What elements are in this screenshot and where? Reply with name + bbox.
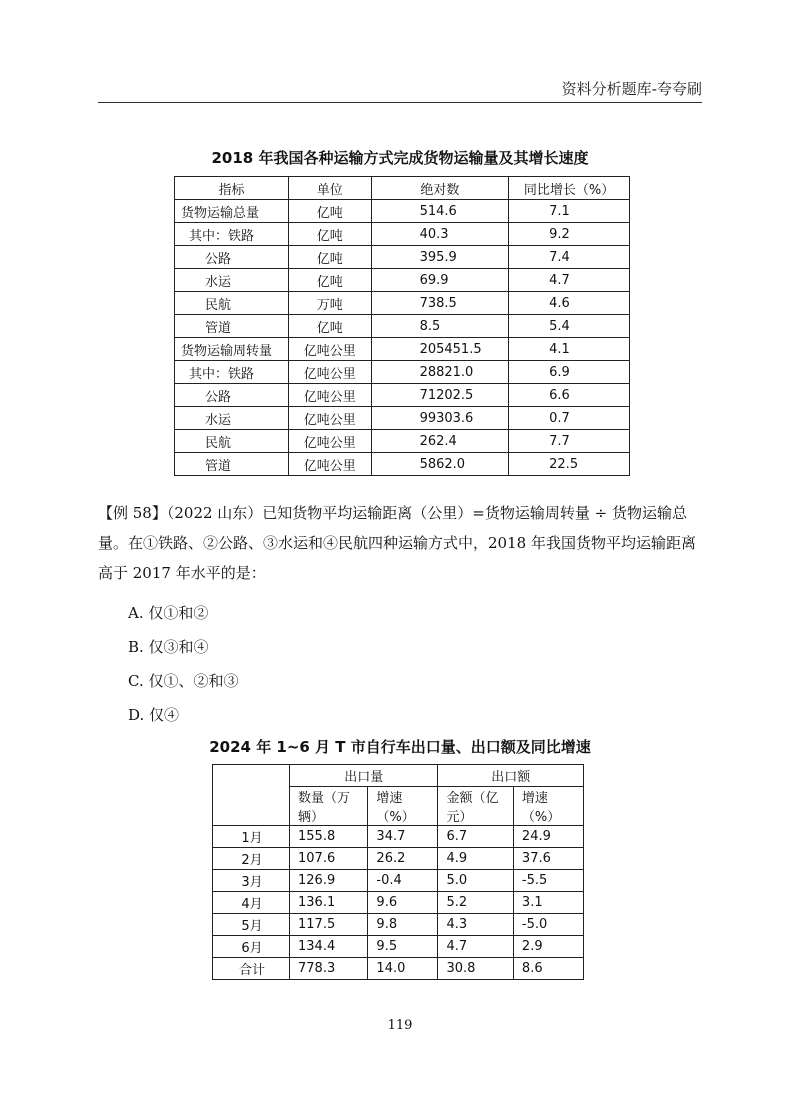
table2-cell: 5月 <box>213 914 290 936</box>
table2-cell: 8.6 <box>513 958 583 980</box>
table1-header-cell: 指标 <box>175 177 289 200</box>
table1-row <box>175 269 630 292</box>
table2-cell: -0.4 <box>368 870 438 892</box>
table1-cell: 其中：铁路 <box>175 223 289 246</box>
table1-cell: 4.6 <box>509 292 630 315</box>
table1-cell: 其中：铁路 <box>175 361 289 384</box>
table1-cell: 0.7 <box>509 407 630 430</box>
table1-cell: 6.6 <box>509 384 630 407</box>
table1-cell: 5.4 <box>509 315 630 338</box>
table1-cell: 亿吨公里 <box>288 430 371 453</box>
table1-cell: 4.1 <box>509 338 630 361</box>
option-c: C. 仅①、②和③ <box>128 672 239 690</box>
table1-row <box>175 292 630 315</box>
table2-sub-header: 增速（%） <box>368 787 438 826</box>
table1-row <box>175 223 630 246</box>
page-header-title: 资料分析题库-夸夸刷 <box>561 80 702 98</box>
table2-cell: 14.0 <box>368 958 438 980</box>
table2-cell: 4.9 <box>438 848 513 870</box>
table1-cell: 亿吨公里 <box>288 361 371 384</box>
table1-cell: 28821.0 <box>371 361 509 384</box>
table1-cell: 货物运输总量 <box>175 200 289 223</box>
table2-cell: 37.6 <box>513 848 583 870</box>
header-divider <box>98 102 702 103</box>
table1-cell: 5862.0 <box>371 453 509 476</box>
table1-cell: 亿吨 <box>288 223 371 246</box>
table1-cell: 514.6 <box>371 200 509 223</box>
table1-cell: 7.4 <box>509 246 630 269</box>
table2-row <box>213 914 584 936</box>
table2-row <box>213 892 584 914</box>
freight-transport-table <box>174 176 630 476</box>
table2-sub-header: 数量（万辆） <box>290 787 368 826</box>
table2-group-header-row <box>213 765 584 787</box>
table1-cell: 亿吨 <box>288 246 371 269</box>
table1-cell: 货物运输周转量 <box>175 338 289 361</box>
table2-cell: 6.7 <box>438 826 513 848</box>
table1-row <box>175 338 630 361</box>
table1-row <box>175 430 630 453</box>
table1-cell: 亿吨公里 <box>288 384 371 407</box>
table2-cell: 4.7 <box>438 936 513 958</box>
table1-row <box>175 384 630 407</box>
table1-title: 2018 年我国各种运输方式完成货物运输量及其增长速度 <box>211 149 589 167</box>
table1-cell: 9.2 <box>509 223 630 246</box>
table2-row <box>213 958 584 980</box>
table1-cell: 亿吨 <box>288 315 371 338</box>
table2-cell: 30.8 <box>438 958 513 980</box>
table2-cell: 9.6 <box>368 892 438 914</box>
table2-group-header: 出口量 <box>290 765 438 787</box>
question-text: 【例 58】（2022 山东）已知货物平均运输距离（公里）=货物运输周转量 ÷ 货物运输总量。在①铁路、②公路、③水运和④民航四种运输方式中，2018 年我国货物平均运输距离高于 2017 年水平的是： <box>98 504 696 582</box>
table2-cell: 3.1 <box>513 892 583 914</box>
table2-cell: 3月 <box>213 870 290 892</box>
option-d: D. 仅④ <box>128 706 180 724</box>
option-b: B. 仅③和④ <box>128 638 209 656</box>
table2-group-header: 出口额 <box>438 765 584 787</box>
table2-cell: 4.3 <box>438 914 513 936</box>
table1-cell: 亿吨公里 <box>288 453 371 476</box>
table1-cell: 22.5 <box>509 453 630 476</box>
table1-cell: 395.9 <box>371 246 509 269</box>
table2-cell: 134.4 <box>290 936 368 958</box>
table2-cell: 26.2 <box>368 848 438 870</box>
table1-cell: 40.3 <box>371 223 509 246</box>
table1-cell: 4.7 <box>509 269 630 292</box>
table2-cell: 24.9 <box>513 826 583 848</box>
table2-cell: 9.5 <box>368 936 438 958</box>
table2-title: 2024 年 1~6 月 T 市自行车出口量、出口额及同比增速 <box>209 738 591 756</box>
table2-cell: 1月 <box>213 826 290 848</box>
table2-row <box>213 826 584 848</box>
table1-row <box>175 246 630 269</box>
table1-row <box>175 407 630 430</box>
table2-cell: 9.8 <box>368 914 438 936</box>
table2-cell: 126.9 <box>290 870 368 892</box>
table1-row <box>175 315 630 338</box>
table2-row <box>213 848 584 870</box>
table1-cell: 水运 <box>175 407 289 430</box>
table2-row <box>213 870 584 892</box>
table2-cell: 155.8 <box>290 826 368 848</box>
table2-cell: 136.1 <box>290 892 368 914</box>
table2-cell: 5.2 <box>438 892 513 914</box>
page-number: 119 <box>387 1018 413 1033</box>
table1-cell: 公路 <box>175 384 289 407</box>
table2-cell: 4月 <box>213 892 290 914</box>
table1-cell: 6.9 <box>509 361 630 384</box>
table1-cell: 亿吨 <box>288 200 371 223</box>
table1-cell: 7.1 <box>509 200 630 223</box>
table2-corner-cell <box>213 765 290 826</box>
table2-cell: 117.5 <box>290 914 368 936</box>
table2-cell: -5.5 <box>513 870 583 892</box>
table1-cell: 亿吨公里 <box>288 338 371 361</box>
table2-cell: 778.3 <box>290 958 368 980</box>
table2-cell: 2月 <box>213 848 290 870</box>
table2-cell: 107.6 <box>290 848 368 870</box>
table1-header-cell: 绝对数 <box>371 177 509 200</box>
table1-cell: 管道 <box>175 315 289 338</box>
table2-sub-header: 金额（亿元） <box>438 787 513 826</box>
table2-cell: 34.7 <box>368 826 438 848</box>
table1-cell: 民航 <box>175 430 289 453</box>
table1-cell: 99303.6 <box>371 407 509 430</box>
table2-cell: 合计 <box>213 958 290 980</box>
table1-cell: 8.5 <box>371 315 509 338</box>
table1-cell: 69.9 <box>371 269 509 292</box>
option-a: A. 仅①和② <box>128 604 209 622</box>
table1-cell: 亿吨 <box>288 269 371 292</box>
table1-row <box>175 361 630 384</box>
table1-row <box>175 453 630 476</box>
table1-cell: 738.5 <box>371 292 509 315</box>
table1-cell: 水运 <box>175 269 289 292</box>
table1-header-cell: 单位 <box>288 177 371 200</box>
table2-cell: 6月 <box>213 936 290 958</box>
table1-cell: 亿吨公里 <box>288 407 371 430</box>
table1-header-row <box>175 177 630 200</box>
table1-row <box>175 200 630 223</box>
table2-cell: 2.9 <box>513 936 583 958</box>
table2-sub-header: 增速（%） <box>513 787 583 826</box>
table1-header-cell: 同比增长（%） <box>509 177 630 200</box>
table1-cell: 7.7 <box>509 430 630 453</box>
table1-cell: 262.4 <box>371 430 509 453</box>
table2-cell: -5.0 <box>513 914 583 936</box>
table1-cell: 万吨 <box>288 292 371 315</box>
bicycle-export-table <box>212 764 584 980</box>
table1-cell: 71202.5 <box>371 384 509 407</box>
table1-cell: 公路 <box>175 246 289 269</box>
table1-cell: 民航 <box>175 292 289 315</box>
table1-cell: 管道 <box>175 453 289 476</box>
table2-row <box>213 936 584 958</box>
table2-cell: 5.0 <box>438 870 513 892</box>
table1-cell: 205451.5 <box>371 338 509 361</box>
